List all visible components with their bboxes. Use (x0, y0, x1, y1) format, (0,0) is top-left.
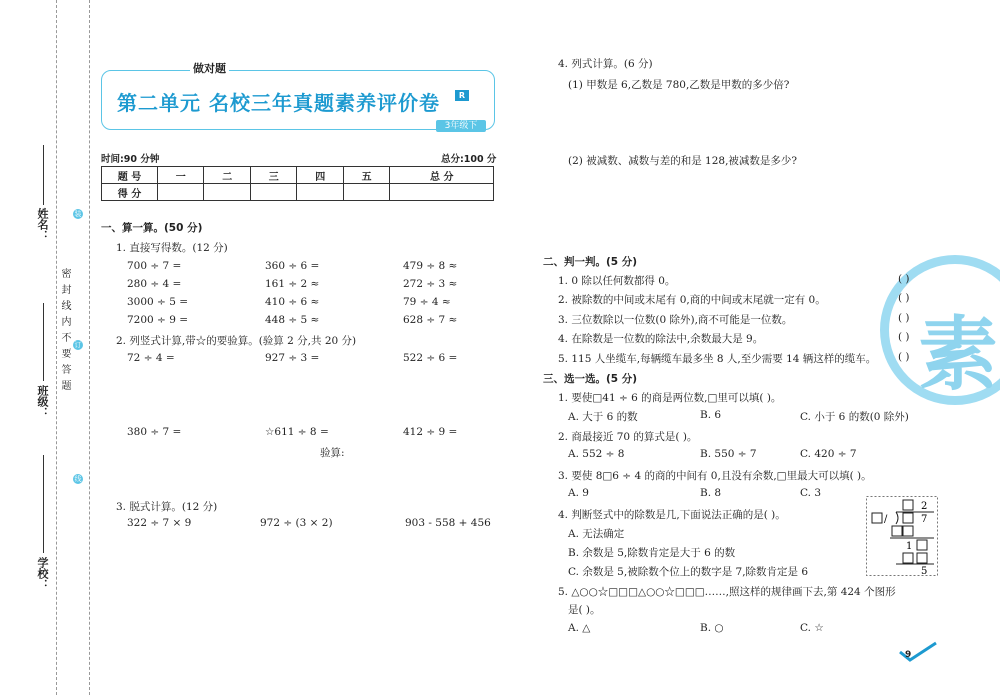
q1-item: 272 ÷ 3 ≈ (403, 278, 458, 290)
score-header-cell: 总 分 (390, 167, 494, 184)
score-header-cell: 题 号 (102, 167, 158, 184)
q1-item: 280 ÷ 4 = (127, 278, 182, 290)
choice-option: A. △ (568, 622, 591, 634)
choice-option: C. 小于 6 的数(0 除外) (800, 411, 909, 423)
q2-item: 380 ÷ 7 = (127, 426, 182, 438)
q3-item: 972 ÷ (3 × 2) (260, 517, 333, 529)
choice-q3: 3. 要使 8□6 ÷ 4 的商的中间有 0,且没有余数,□里最大可以填( )。 (558, 470, 872, 482)
judge-item: 2. 被除数的中间或末尾有 0,商的中间或末尾就一定有 0。 (558, 294, 826, 306)
judge-answer-blank[interactable]: ( ) (898, 351, 910, 363)
quotient-digit: 2 (921, 501, 928, 512)
choice-option: B. ○ (700, 622, 724, 634)
name-field[interactable] (43, 145, 44, 205)
choice-option: A. 无法确定 (568, 528, 625, 540)
q3-heading: 3. 脱式计算。(12 分) (116, 501, 218, 513)
svg-text:/: / (884, 514, 888, 525)
q4-heading: 4. 列式计算。(6 分) (558, 58, 653, 70)
q1-item: 3000 ÷ 5 = (127, 296, 189, 308)
choice-option: B. 8 (700, 487, 722, 499)
score-header-cell: 四 (297, 167, 343, 184)
choice-option: A. 9 (568, 487, 589, 499)
section2-heading: 二、判一判。(5 分) (543, 256, 638, 268)
choice-option: C. 余数是 5,被除数个位上的数字是 7,除数肯定是 6 (568, 566, 809, 578)
seal-dot-1: 装 (74, 210, 82, 218)
seal-instruction: 密封线内不要答题 (59, 268, 70, 396)
q2-heading: 2. 列竖式计算,带☆的要验算。(验算 2 分,共 20 分) (116, 335, 357, 347)
dividend-digit: 7 (921, 514, 928, 525)
judge-answer-blank[interactable]: ( ) (898, 273, 910, 285)
q2-item: 927 ÷ 3 = (265, 352, 320, 364)
score-table (101, 166, 494, 201)
long-division-figure (866, 496, 938, 576)
school-label: 学校： (36, 557, 49, 590)
class-field[interactable] (43, 303, 44, 381)
choice-option: A. 552 ÷ 8 (568, 448, 625, 460)
choice-option: C. 420 ÷ 7 (800, 448, 857, 460)
checkmark-icon (896, 640, 940, 664)
judge-answer-blank[interactable]: ( ) (898, 331, 910, 343)
time-limit: 时间:90 分钟 (101, 154, 160, 165)
judge-item: 5. 115 人坐缆车,每辆缆车最多坐 8 人,至少需要 14 辆这样的缆车。 (558, 353, 877, 365)
choice-option: B. 余数是 5,除数肯定是大于 6 的数 (568, 547, 736, 559)
score-cell[interactable] (297, 184, 343, 201)
name-label: 姓名： (36, 208, 49, 241)
q1-item: 79 ÷ 4 ≈ (403, 296, 451, 308)
choice-q2: 2. 商最接近 70 的算式是( )。 (558, 431, 698, 443)
seal-dot-3: 线 (74, 475, 82, 483)
q1-item: 448 ÷ 5 ≈ (265, 314, 320, 326)
score-cell[interactable] (343, 184, 389, 201)
q2-item: 522 ÷ 6 = (403, 352, 458, 364)
q1-item: 700 ÷ 7 = (127, 260, 182, 272)
score-header-cell: 一 (158, 167, 204, 184)
choice-q5-cont: 是( )。 (568, 604, 601, 616)
choice-q1: 1. 要使□41 ÷ 6 的商是两位数,□里可以填( )。 (558, 392, 782, 404)
school-field[interactable] (43, 455, 44, 553)
q2-item: 412 ÷ 9 = (403, 426, 458, 438)
remainder-digit: 5 (921, 566, 928, 576)
q1-item: 7200 ÷ 9 = (127, 314, 189, 326)
page-number: 9 (905, 650, 912, 660)
seal-dot-2: 订 (74, 341, 82, 349)
choice-option: B. 550 ÷ 7 (700, 448, 757, 460)
score-table-header-row (102, 167, 494, 184)
q3-item: 322 ÷ 7 × 9 (127, 517, 192, 529)
q1-item: 360 ÷ 6 = (265, 260, 320, 272)
score-header-cell: 二 (204, 167, 250, 184)
q1-item: 161 ÷ 2 ≈ (265, 278, 320, 290)
choice-option: C. 3 (800, 487, 822, 499)
score-table-score-row (102, 184, 494, 201)
choice-option: A. 大于 6 的数 (568, 411, 638, 423)
judge-answer-blank[interactable]: ( ) (898, 312, 910, 324)
q4-part1: (1) 甲数是 6,乙数是 780,乙数是甲数的多少倍? (568, 79, 790, 91)
judge-item: 1. 0 除以任何数都得 0。 (558, 275, 676, 287)
choice-option: C. ☆ (800, 622, 824, 634)
check-label: 验算: (320, 447, 345, 459)
score-row-label: 得 分 (102, 184, 158, 201)
q2-item: ☆611 ÷ 8 = (265, 426, 329, 438)
q2-item: 72 ÷ 4 = (127, 352, 175, 364)
partial-digit: 1 (906, 541, 913, 552)
section3-heading: 三、选一选。(5 分) (543, 373, 638, 385)
choice-q4: 4. 判断竖式中的除数是几,下面说法正确的是( )。 (558, 509, 786, 521)
choice-q5: 5. △○○☆□□□△○○☆□□□……,照这样的规律画下去,第 424 个图形 (558, 586, 896, 598)
section1-heading: 一、算一算。(50 分) (101, 222, 203, 234)
total-score: 总分:100 分 (441, 154, 497, 165)
judge-item: 4. 在除数是一位数的除法中,余数最大是 9。 (558, 333, 764, 345)
score-cell[interactable] (390, 184, 494, 201)
stamp-glyph: 素 (918, 308, 998, 401)
q4-part2: (2) 被减数、减数与差的和是 128,被减数是多少? (568, 155, 798, 167)
q1-item: 410 ÷ 6 ≈ (265, 296, 320, 308)
edition-tag: R (455, 90, 469, 101)
q1-item: 479 ÷ 8 ≈ (403, 260, 458, 272)
q1-heading: 1. 直接写得数。(12 分) (116, 242, 228, 254)
class-label: 班级： (36, 385, 49, 418)
judge-answer-blank[interactable]: ( ) (898, 292, 910, 304)
grade-tag: 3年级下 (436, 120, 486, 132)
q3-item: 903 - 558 + 456 (405, 517, 491, 529)
seal-line-inner (89, 0, 90, 695)
page-title: 第二单元 名校三年真题素养评价卷 (117, 91, 440, 115)
q1-item: 628 ÷ 7 ≈ (403, 314, 458, 326)
logo: 做对题 (190, 60, 229, 76)
score-cell[interactable] (204, 184, 250, 201)
score-cell[interactable] (158, 184, 204, 201)
score-header-cell: 三 (250, 167, 296, 184)
choice-option: B. 6 (700, 409, 722, 421)
score-header-cell: 五 (343, 167, 389, 184)
score-cell[interactable] (250, 184, 296, 201)
judge-item: 3. 三位数除以一位数(0 除外),商不可能是一位数。 (558, 314, 793, 326)
